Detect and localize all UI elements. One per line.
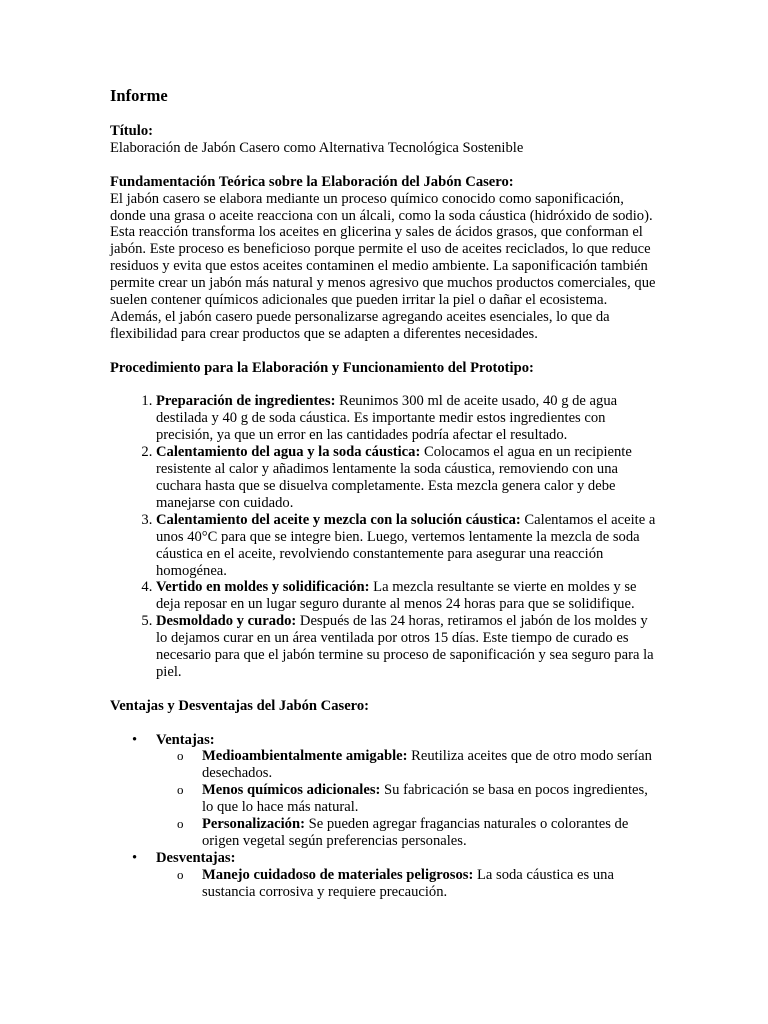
list-item <box>202 867 660 901</box>
list-item <box>202 816 660 850</box>
titulo-label: Título: <box>110 123 153 139</box>
document-title: Informe <box>110 86 168 105</box>
item-text: Se pueden agregar fragancias naturales o colorantes de origen vegetal según preferencias personales. <box>202 816 629 849</box>
item-text: Su fabricación se basa en pocos ingredientes, lo que lo hace más natural. <box>202 782 648 816</box>
item-title: Medioambientalmente amigable: <box>202 748 408 765</box>
procedimiento-heading: Procedimiento para la Elaboración y Funcionamiento del Prototipo: <box>110 359 534 376</box>
step-title: Vertido en moldes y solidificación: <box>156 579 370 596</box>
step-title: Preparación de ingredientes: <box>156 393 336 410</box>
step-title: Desmoldado y curado: <box>156 613 297 630</box>
list-item <box>156 393 660 444</box>
desventajas-list <box>156 867 660 901</box>
list-item <box>156 579 660 613</box>
item-title: Personalización: <box>202 816 305 833</box>
step-text: Calentamos el aceite a unos 40°C para que se integre bien. Luego, vertemos lentamente la mezcla de soda cáustica en el aceite, revolviendo constantemente para asegurar una reacción homogénea. <box>156 511 656 579</box>
desventajas-label: Desventajas: <box>156 849 236 866</box>
item-title: Menos químicos adicionales: <box>202 782 381 799</box>
list-item <box>156 732 660 850</box>
pros-cons-list <box>110 732 660 901</box>
steps-list <box>110 393 660 680</box>
document-page <box>110 86 660 901</box>
list-item <box>156 613 660 681</box>
titulo-section <box>110 123 660 157</box>
list-item <box>202 748 660 782</box>
step-text: Después de las 24 horas, retiramos el jabón de los moldes y lo dejamos curar en un área ventilada por otros 15 días. Este tiempo de curado es necesario para que el jabón termine su proceso de saponificación y sea seguro para la piel. <box>156 613 654 680</box>
list-item <box>202 782 660 816</box>
fundamentacion-heading: Fundamentación Teórica sobre la Elaboración del Jabón Casero: <box>110 173 514 190</box>
item-text: La soda cáustica es una sustancia corrosiva y requiere precaución. <box>202 866 614 900</box>
item-title: Manejo cuidadoso de materiales peligrosos: <box>202 866 474 883</box>
fundamentacion-text: El jabón casero se elabora mediante un proceso químico conocido como saponificación, donde una grasa o aceite reacciona con un álcali, como la soda cáustica (hidróxido de sodio). Esta reacción transforma los aceites en glicerina y sales de ácidos grasos, que conforman el jabón. Este proceso es beneficioso porque permite el uso de aceites reciclados, lo que reduce residuos y evita que estos aceites contaminen el medio ambiente. La saponificación también permite crear un jabón más natural y menos agresivo que muchos productos comerciales, que suelen contener químicos adicionales que pueden irritar la piel o dañar el ecosistema. Además, el jabón casero puede personalizarse agregando aceites esenciales, lo que da flexibilidad para crear productos que se adapten a diferentes necesidades. <box>110 190 656 342</box>
step-title: Calentamiento del aceite y mezcla con la solución cáustica: <box>156 511 521 528</box>
list-item <box>156 512 660 580</box>
list-item <box>156 444 660 512</box>
ventajas-heading: Ventajas y Desventajas del Jabón Casero: <box>110 697 370 714</box>
ventajas-section <box>110 698 660 901</box>
ventajas-list <box>156 748 660 849</box>
list-item <box>156 850 660 901</box>
step-title: Calentamiento del agua y la soda cáustica: <box>156 444 421 461</box>
item-text: Reutiliza aceites que de otro modo serían desechados. <box>202 748 652 782</box>
procedimiento-section <box>110 360 660 681</box>
titulo-text: Elaboración de Jabón Casero como Alternativa Tecnológica Sostenible <box>110 139 524 156</box>
step-text: La mezcla resultante se vierte en moldes y se deja reposar en un lugar seguro durante al menos 24 horas para que se solidifique. <box>156 579 637 613</box>
fundamentacion-section <box>110 174 660 343</box>
step-text: Colocamos el agua en un recipiente resistente al calor y añadimos lentamente la soda cáustica, removiendo con una cuchara hasta que se disuelva completamente. Esta mezcla genera calor y debe manejarse con cuidado. <box>156 444 632 511</box>
step-text: Reunimos 300 ml de aceite usado, 40 g de agua destilada y 40 g de soda cáustica. Es importante medir estos ingredientes con precisión, ya que un error en las cantidades podría afectar el resultado. <box>156 393 618 444</box>
ventajas-label: Ventajas: <box>156 731 215 748</box>
